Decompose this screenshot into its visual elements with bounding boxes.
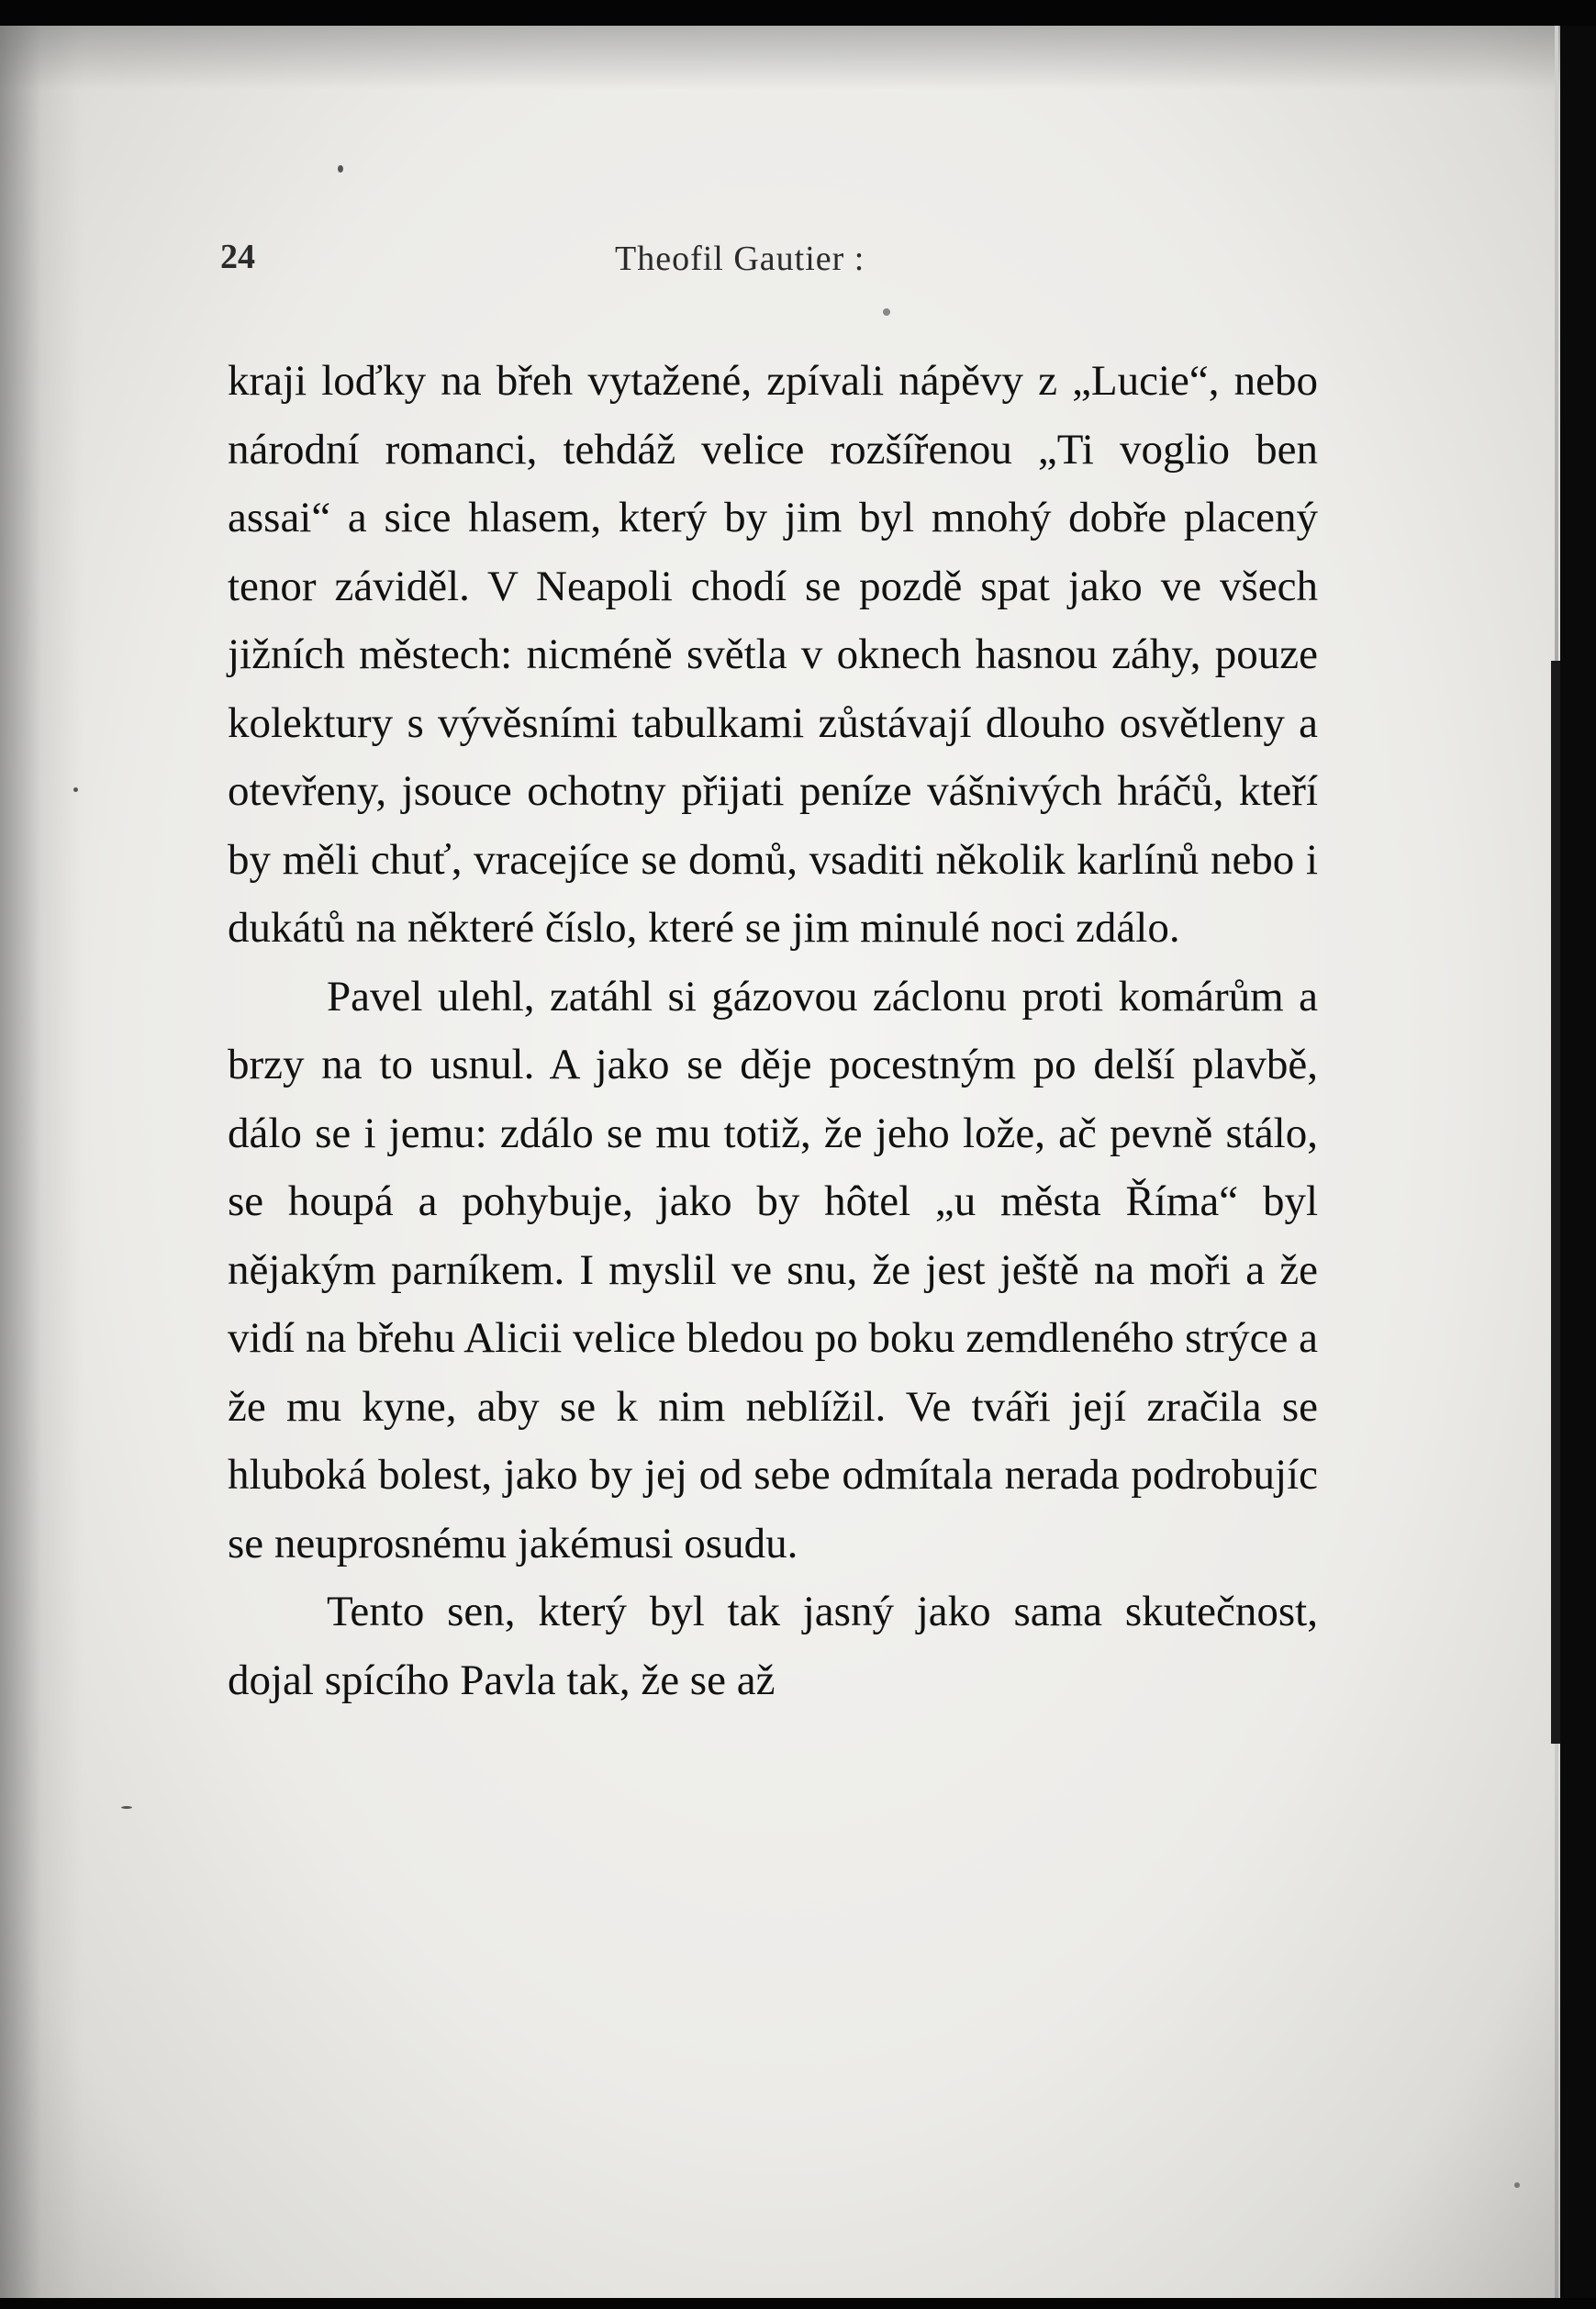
paper-speck [1514, 2182, 1520, 2188]
paper-speck [73, 787, 78, 792]
body-text [228, 347, 1318, 1714]
paper-speck [338, 165, 343, 173]
paragraph-3: Tento sen, který byl tak jasný jako sama skutečnost, dojal spícího Pavla tak, že se až [228, 1588, 1318, 1704]
scan-border [1560, 26, 1596, 2298]
running-title: Theofil Gautier : [615, 240, 865, 278]
paper-speck [121, 1806, 132, 1809]
running-head [220, 237, 1322, 292]
paragraph-2: Pavel ulehl, zatáhl si gázovou záclonu proti komárům a brzy na to usnul. A jako se děje pocestným po delší plavbě, dálo se i jemu: zdálo se mu totiž, že jeho lože, ač pevně stálo, se houpá a pohybuje, jako by hôtel „u města Říma“ byl nějakým parníkem. I myslil ve snu, že jest ještě na moři a že vidí na břehu Alicii velice bledou po boku zemdleného strýce a že mu kyne, aby se k nim neblížil. Ve tváři její zračila se hluboká bolest, jako by jej od sebe odmítala nerada podrobujíc se neuprosnému jakémusi osudu. [228, 972, 1318, 1567]
paper-speck [883, 308, 890, 316]
page-number: 24 [220, 238, 255, 276]
paragraph-1: kraji loďky na břeh vytažené, zpívali nápěvy z „Lucie“, nebo národní romanci, tehdáž velice rozšířenou „Ti voglio ben assai“ a sice hlasem, který by jim byl mnohý dobře placený tenor záviděl. V Neapoli chodí se pozdě spat jako ve všech jižních městech: nicméně světla v oknech hasnou záhy, pouze kolektury s vývěsními tabulkami zůstávají dlouho osvětleny a otevřeny, jsouce ochotny přijati peníze vášnivých hráčů, kteří by měli chuť, vracejíce se domů, vsaditi několik karlínů nebo i dukátů na některé číslo, které se jim minulé noci zdálo. [228, 357, 1318, 952]
book-page [0, 26, 1560, 2298]
